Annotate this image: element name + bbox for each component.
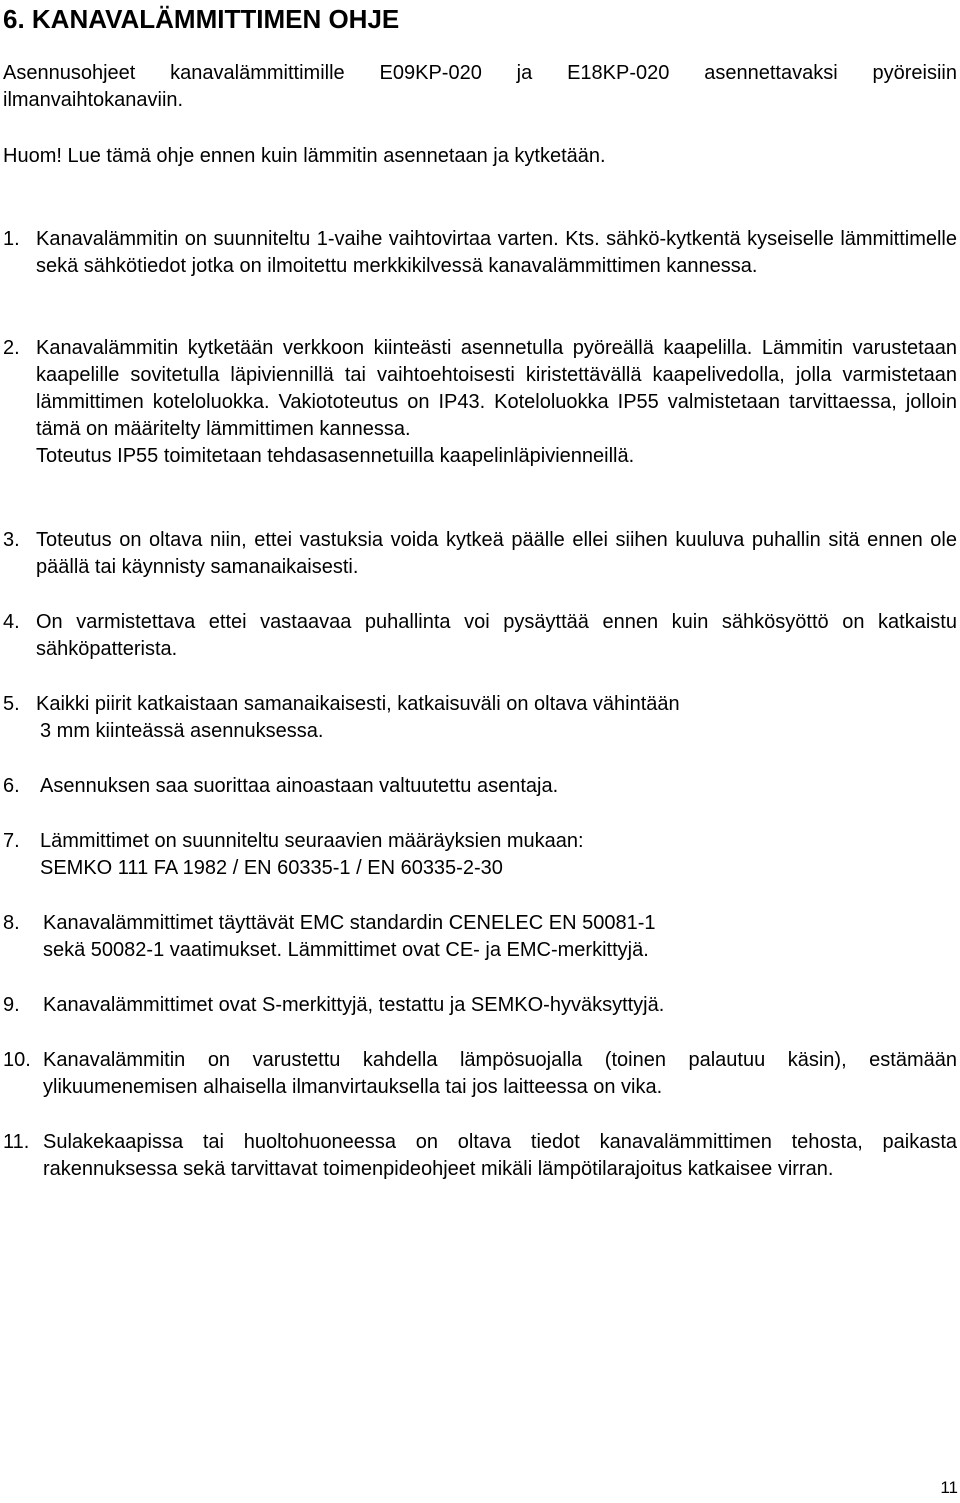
item-text-line: Asennuksen saa suorittaa ainoastaan valtuutettu asentaja. [40,775,559,797]
list-item-8 [3,910,957,964]
item-number: 6. [3,775,20,797]
item-number: 7. [3,830,20,852]
list-item-2 [3,335,957,470]
list-item-11 [3,1129,957,1183]
item-text: Sulakekaapissa tai huoltohuoneessa on oltava tiedot kanavalämmittimen tehosta, paikasta rakennuksessa sekä tarvittavat toimenpideohjeet mikäli lämpötilarajoitus katkaisee virran. [43,1131,957,1180]
item-number: 1. [3,228,20,250]
item-number: 5. [3,693,20,715]
item-text-line: Kanavalämmittimet ovat S-merkittyjä, testattu ja SEMKO-hyväksyttyjä. [43,994,665,1016]
list-item-4 [3,609,957,663]
item-text: Kanavalämmitin kytketään verkkoon kiinteästi asennetulla pyöreällä kaapelilla. Lämmitin varustetaan kaapelille sovitetulla läpiviennillä tai vaihtoehtoisesti kiristettävällä kaapelivedolla, jolla varmistetaan lämmittimen koteloluokka. Vakiototeutus on IP43. Koteloluokka IP55 valmistetaan tarvittaessa, jolloin tämä on määritelty lämmittimen kannessa. [36,337,957,440]
item-number: 11. [3,1131,30,1153]
note-paragraph: Huom! Lue tämä ohje ennen kuin lämmitin asennetaan ja kytketään. [3,145,606,167]
item-text-line: Kaikki piirit katkaistaan samanaikaisesti, katkaisuväli on oltava vähintään [36,693,680,715]
list-item-7 [3,828,957,882]
item-number: 9. [3,994,20,1016]
item-number: 8. [3,912,20,934]
item-number: 10. [3,1049,31,1071]
item-number: 3. [3,529,20,551]
item-number: 4. [3,611,20,633]
list-item-5 [3,691,957,745]
item-text: Kanavalämmitin on varustettu kahdella lämpösuojalla (toinen palautuu käsin), estämään ylikuumenemisen alhaisella ilmanvirtauksella tai jos laitteessa on vika. [43,1049,957,1098]
list-item-6 [3,773,957,800]
list-item-10 [3,1047,957,1101]
intro-paragraph: Asennusohjeet kanavalämmittimille E09KP-020 ja E18KP-020 asennettavaksi pyöreisiin ilmanvaihtokanaviin. [3,62,957,111]
item-text-extra: Toteutus IP55 toimitetaan tehdasasennetuilla kaapelinläpivienneillä. [36,445,635,467]
item-text-line: SEMKO 111 FA 1982 / EN 60335-1 / EN 60335-2-30 [40,857,503,879]
item-number: 2. [3,337,20,359]
item-text-line: Lämmittimet on suunniteltu seuraavien määräyksien mukaan: [40,830,584,852]
page-number: 11 [940,1478,958,1497]
item-text: Toteutus on oltava niin, ettei vastuksia voida kytkeä päälle ellei siihen kuuluva puhallin sitä ennen ole päällä tai käynnisty samanaikaisesti. [36,529,957,578]
item-text-line: Kanavalämmittimet täyttävät EMC standardin CENELEC EN 50081-1 [43,912,656,934]
item-text: On varmistettava ettei vastaavaa puhallinta voi pysäyttää ennen kuin sähkösyöttö on katkaistu sähköpatterista. [36,611,957,660]
page-title: 6. KANAVALÄMMITTIMEN OHJE [3,4,400,34]
item-text-line: 3 mm kiinteässä asennuksessa. [40,720,324,742]
list-item-9 [3,992,957,1019]
item-text: Kanavalämmitin on suunniteltu 1-vaihe vaihtovirtaa varten. Kts. sähkö-kytkentä kyseiselle lämmittimelle sekä sähkötiedot jotka on ilmoitettu merkkikilvessä kanavalämmittimen kannessa. [36,228,957,277]
item-text-line: sekä 50082-1 vaatimukset. Lämmittimet ovat CE- ja EMC-merkittyjä. [43,939,649,961]
list-item-3 [3,527,957,581]
list-item-1 [3,226,957,280]
